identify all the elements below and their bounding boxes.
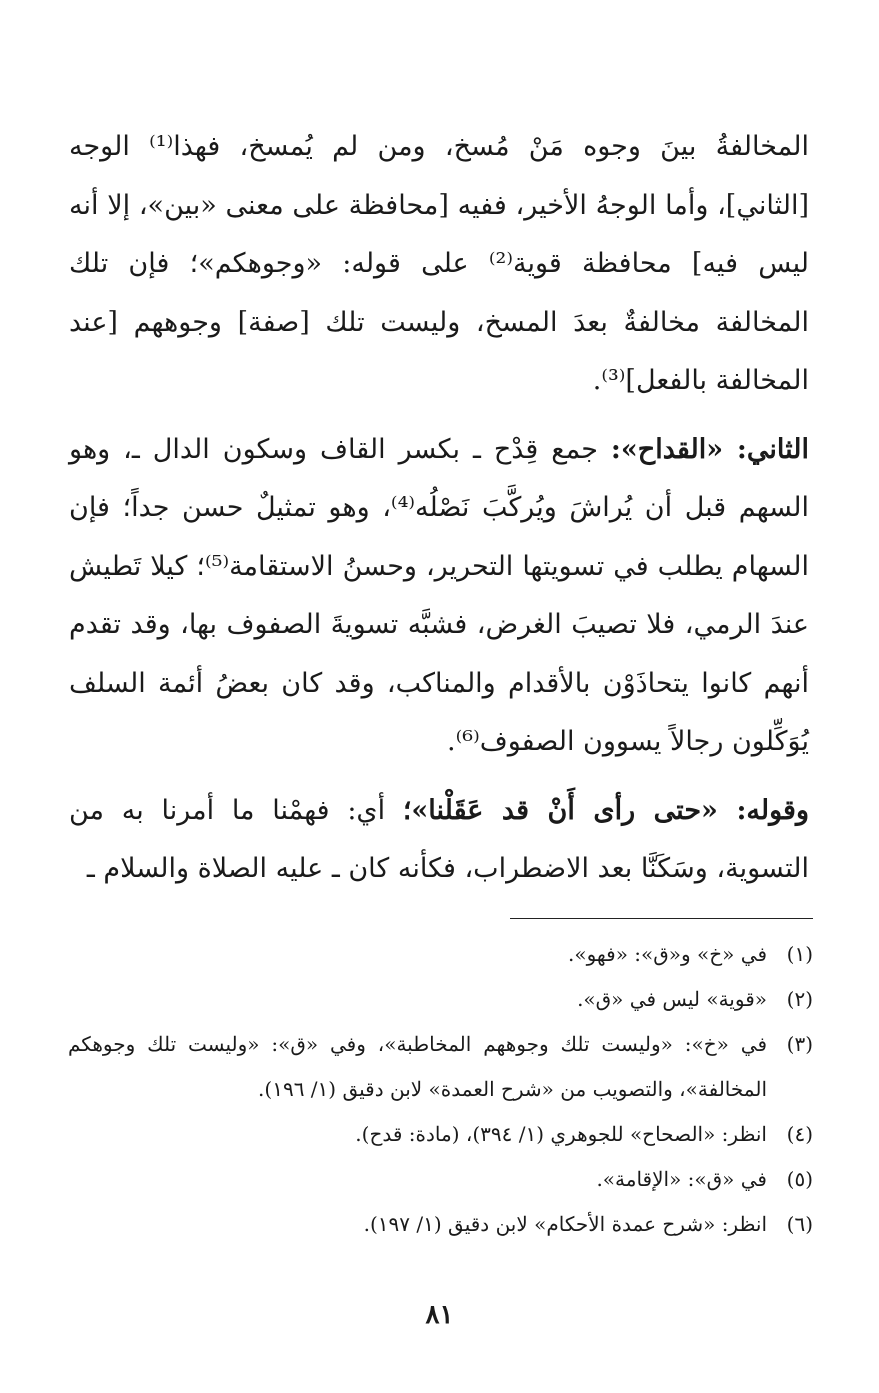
page-number: ٨١ — [425, 1300, 454, 1330]
paragraph-2-lead: الثاني: «القداح»: — [610, 433, 809, 465]
footnote-number: (٣) — [786, 1032, 813, 1056]
footnote-divider — [510, 918, 813, 919]
footnote-2 — [68, 977, 813, 1022]
footnote-1 — [68, 932, 813, 977]
footnote-number: (٤) — [786, 1122, 813, 1146]
footnote-number: (٥) — [786, 1167, 813, 1191]
footnotes — [68, 932, 813, 1247]
footnote-6 — [68, 1202, 813, 1247]
footnote-text: في «خ» و«ق»: «فهو». — [567, 942, 767, 966]
paragraph-3 — [69, 782, 809, 899]
paragraph-2-text: جمع قِدْح ـ بكسر القاف وسكون الدال ـ، وهو السهم قبل أن يُراشَ ويُركَّبَ نَصْلُه⁽⁴⁾، وهو تمثيلٌ حسن جداً؛ فإن السهام يطلب في تسويتها التحرير، وحسنُ الاستقامة⁽⁵⁾؛ كيلا تَطيش عندَ الرمي، فلا تصيبَ الغرض، فشبَّه تسويةَ الصفوف بها، وقد تقدم أنهم كانوا يتحاذَوْن بالأقدام والمناكب، وقد كان بعضُ أئمة السلف يُوَكِّلون رجالاً يسوون الصفوف⁽⁶⁾. — [69, 433, 810, 757]
footnote-5 — [68, 1157, 813, 1202]
paragraph-2 — [69, 421, 809, 772]
paragraph-1-text: المخالفةُ بينَ وجوه مَنْ مُسخ، ومن لم يُمسخ، فهذا⁽¹⁾ الوجه [الثاني]، وأما الوجهُ الأخير، ففيه [محافظة على معنى «بين»، إلا أنه ليس فيه] محافظة قوية⁽²⁾ على قوله: «وجوهكم»؛ فإن تلك المخالفة مخالفةٌ بعدَ المسخ، وليست تلك [صفة] وجوههم [عند المخالفة بالفعل]⁽³⁾. — [69, 131, 810, 396]
main-text — [69, 118, 809, 899]
footnote-3 — [68, 1022, 813, 1112]
paragraph-1 — [69, 118, 809, 411]
paragraph-3-text: أي: فهمْنا ما أمرنا به من التسوية، وسَكَنَّا بعد الاضطراب، فكأنه كان ـ عليه الصلاة والسلام ـ — [69, 794, 809, 884]
footnote-number: (١) — [786, 942, 813, 966]
footnote-text: انظر: «شرح عمدة الأحكام» لابن دقيق (١/ ١٩٧). — [363, 1212, 767, 1236]
footnote-text: في «خ»: «وليست تلك وجوههم المخاطبة»، وفي «ق»: «وليست تلك وجوهكم المخالفة»، والتصويب من «شرح العمدة» لابن دقيق (١/ ١٩٦). — [68, 1032, 767, 1101]
footnote-number: (٢) — [786, 987, 813, 1011]
footnote-number: (٦) — [786, 1212, 813, 1236]
footnote-text: في «ق»: «الإقامة». — [596, 1167, 767, 1191]
footnote-text: انظر: «الصحاح» للجوهري (١/ ٣٩٤)، (مادة: قدح). — [355, 1122, 767, 1146]
footnote-text: «قوية» ليس في «ق». — [577, 987, 767, 1011]
paragraph-3-lead: وقوله: «حتى رأى أَنْ قد عَقَلْنا»؛ — [402, 794, 810, 826]
footnote-4 — [68, 1112, 813, 1157]
